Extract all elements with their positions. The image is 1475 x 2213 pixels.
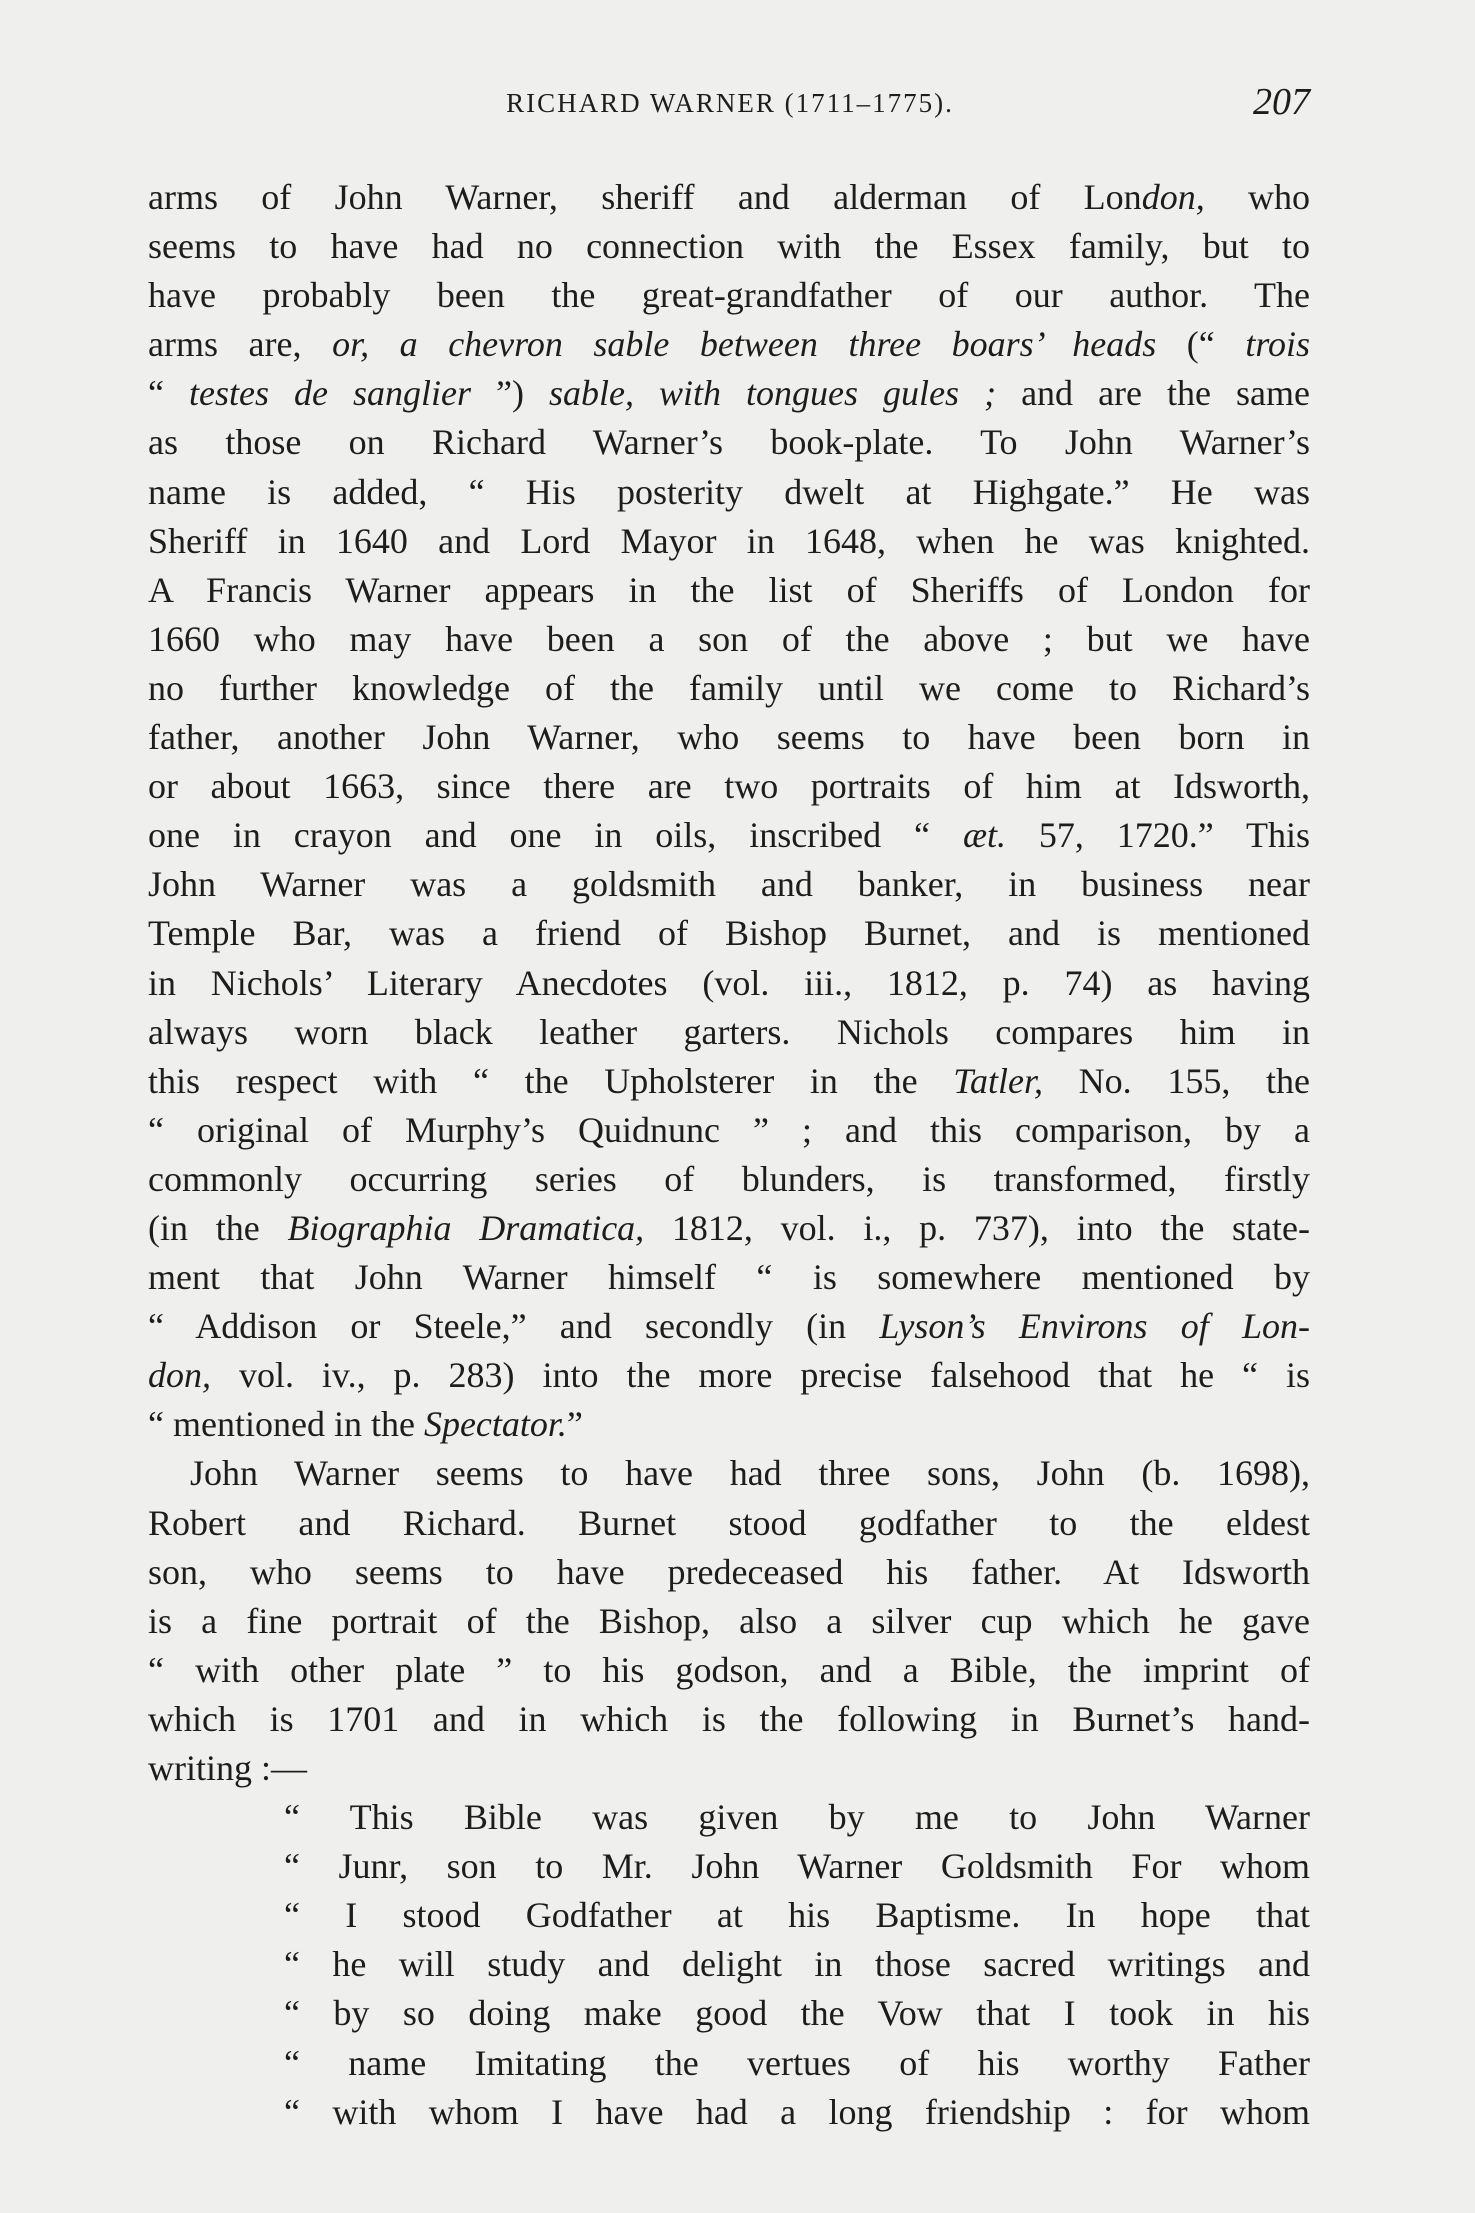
paragraph-2 (148, 1449, 1310, 1793)
text-line: John Warner seems to have had three sons, John (b. 1698), (190, 1453, 1310, 1494)
block-quotation (284, 1793, 1310, 2137)
quote-line: “ This Bible was given by me to John Warner (284, 1797, 1310, 1838)
text-line: is a fine portrait of the Bishop, also a silver cup which he gave (148, 1600, 1310, 1641)
text-line: in Nichols’ Literary Anecdotes (vol. iii., 1812, p. 74) as having (148, 962, 1310, 1003)
quote-line: “ by so doing make good the Vow that I took in his (284, 1993, 1310, 2034)
text-line: as those on Richard Warner’s book-plate. To John Warner’s (148, 422, 1310, 463)
text-line: (in the Biographia Dramatica, 1812, vol. i., p. 737), into the state- (148, 1207, 1310, 1248)
text-line: seems to have had no connection with the Essex family, but to (148, 226, 1310, 267)
page-number: 207 (1253, 81, 1310, 123)
text-line: writing :— (148, 1748, 307, 1788)
text-line: don, vol. iv., p. 283) into the more precise falsehood that he “ is (148, 1355, 1310, 1396)
running-head (150, 78, 1310, 138)
running-title: RICHARD WARNER (1711–1775). (506, 88, 954, 118)
text-line: 1660 who may have been a son of the above ; but we have (148, 618, 1310, 659)
text-line: name is added, “ His posterity dwelt at Highgate.” He was (148, 471, 1310, 512)
text-line: commonly occurring series of blunders, is transformed, firstly (148, 1158, 1310, 1199)
text-line: “ mentioned in the Spectator.” (148, 1404, 583, 1445)
text-line: Robert and Richard. Burnet stood godfather to the eldest (148, 1502, 1310, 1543)
text-line: “ Addison or Steele,” and secondly (in Lyson’s Environs of Lon- (148, 1306, 1310, 1347)
quote-line: “ Junr, son to Mr. John Warner Goldsmith For whom (284, 1846, 1310, 1887)
text-line: this respect with “ the Upholsterer in the Tatler, No. 155, the (148, 1060, 1310, 1101)
body-text (148, 173, 1310, 2137)
text-line: ment that John Warner himself “ is somewhere mentioned by (148, 1257, 1310, 1298)
quote-line: “ name Imitating the vertues of his worthy Father (284, 2042, 1310, 2083)
text-line: arms are, or, a chevron sable between three boars’ heads (“ trois (148, 324, 1310, 365)
text-line: Temple Bar, was a friend of Bishop Burnet, and is mentioned (148, 913, 1310, 954)
text-line: father, another John Warner, who seems to have been born in (148, 717, 1310, 758)
text-line: Sheriff in 1640 and Lord Mayor in 1648, when he was knighted. (148, 520, 1310, 561)
paragraph-1 (148, 173, 1310, 1449)
text-line: arms of John Warner, sheriff and alderman of London, who (148, 177, 1311, 217)
text-line: no further knowledge of the family until we come to Richard’s (148, 667, 1310, 708)
text-line: have probably been the great-grandfather of our author. The (148, 275, 1310, 316)
quote-line: “ he will study and delight in those sacred writings and (284, 1944, 1310, 1985)
text-line: “ original of Murphy’s Quidnunc ” ; and this comparison, by a (148, 1109, 1310, 1150)
text-line: “ with other plate ” to his godson, and a Bible, the imprint of (148, 1649, 1310, 1690)
text-line: always worn black leather garters. Nichols compares him in (148, 1011, 1310, 1052)
text-line: son, who seems to have predeceased his father. At Idsworth (148, 1551, 1310, 1592)
text-line: John Warner was a goldsmith and banker, in business near (148, 864, 1310, 905)
text-line: A Francis Warner appears in the list of Sheriffs of London for (148, 569, 1310, 610)
text-line: “ testes de sanglier ”) sable, with tongues gules ; and are the same (148, 373, 1311, 414)
text-line: or about 1663, since there are two portraits of him at Idsworth, (148, 766, 1310, 807)
text-line: one in crayon and one in oils, inscribed “ æt. 57, 1720.” This (148, 815, 1310, 856)
quote-line: “ I stood Godfather at his Baptisme. In hope that (284, 1895, 1310, 1936)
quote-line: “ with whom I have had a long friendship : for whom (284, 2091, 1310, 2132)
text-line: which is 1701 and in which is the following in Burnet’s hand- (148, 1698, 1310, 1739)
